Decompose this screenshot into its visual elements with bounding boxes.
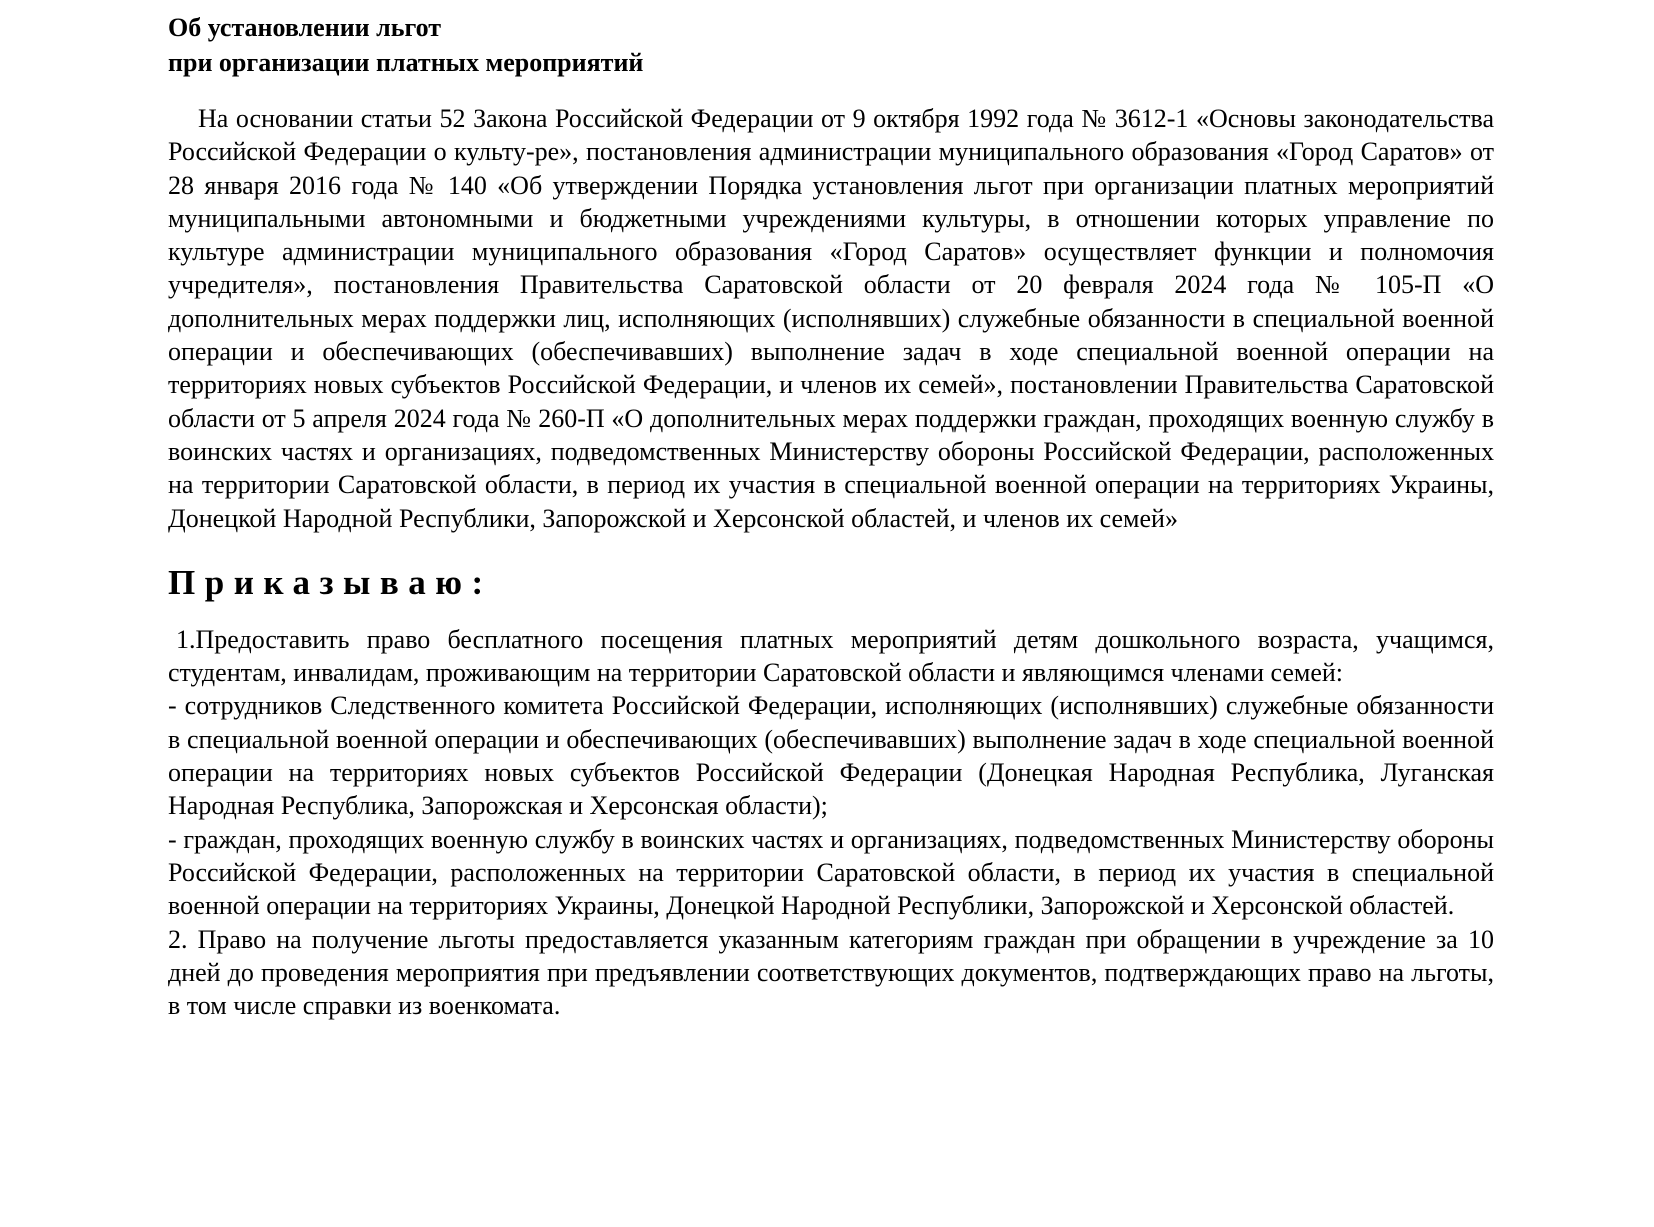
item-1-dash-1: - сотрудников Следственного комитета Российской Федерации, исполняющих (исполнявших) служебные обязанности в специальной военной операции и обеспечивающих (обеспечивавших) выполнение задач в ходе специальной военной операции на территориях новых субъектов Российской Федерации (Донецкая Народная Республика, Луганская Народная Республика, Запорожская и Херсонская области);	[168, 691, 1494, 821]
document-title-line-1: Об установлении льгот	[168, 13, 442, 42]
item-1: 1.Предоставить право бесплатного посещения платных мероприятий детям дошкольного возраста, учащимся, студентам, инвалидам, проживающим на территории Саратовской области и являющимся членами семей:	[168, 624, 1494, 688]
document-page	[168, 10, 1494, 1022]
order-heading: Приказываю:	[168, 562, 493, 602]
document-title-line-2: при организации платных мероприятий	[168, 48, 644, 77]
basis-paragraph: На основании статьи 52 Закона Российской Федерации от 9 октября 1992 года № 3612-1 «Основы законодательства Российской Федерации о культу-ре», постановления администрации муниципального образования «Город Саратов» от 28 января 2016 года № 140 «Об утверждении Порядка установления льгот при организации платных мероприятий муниципальными автономными и бюджетными учреждениями культуры, в отношении которых управление по культуре администрации муниципального образования «Город Саратов» осуществляет функции и полномочия учредителя», постановления Правительства Саратовской области от 20 февраля 2024 года № 105-П «О дополнительных мерах поддержки лиц, исполняющих (исполнявших) служебные обязанности в специальной военной операции и обеспечивающих (обеспечивавших) выполнение задач в ходе специальной военной операции на территориях новых субъектов Российской Федерации, и членов их семей», постановлении Правительства Саратовской области от 5 апреля 2024 года № 260-П «О дополнительных мерах поддержки граждан, проходящих военную службу в воинских частях и организациях, подведомственных Министерству обороны Российской Федерации, расположенных на территории Саратовской области, в период их участия в специальной военной операции на территориях Украины, Донецкой Народной Республики, Запорожской и Херсонской областей, и членов их семей»	[168, 104, 1494, 533]
item-1-dash-2: - граждан, проходящих военную службу в воинских частях и организациях, подведомственных Министерству обороны Российской Федерации, расположенных на территории Саратовской области, в период их участия в специальной военной операции на территориях Украины, Донецкой Народной Республики, Запорожской и Херсонской областей.	[168, 824, 1494, 921]
item-2: 2. Право на получение льготы предоставляется указанным категориям граждан при обращении в учреждение за 10 дней до проведения мероприятия при предъявлении соответствующих документов, подтверждающих право на льготы, в том числе справки из военкомата.	[168, 924, 1494, 1021]
